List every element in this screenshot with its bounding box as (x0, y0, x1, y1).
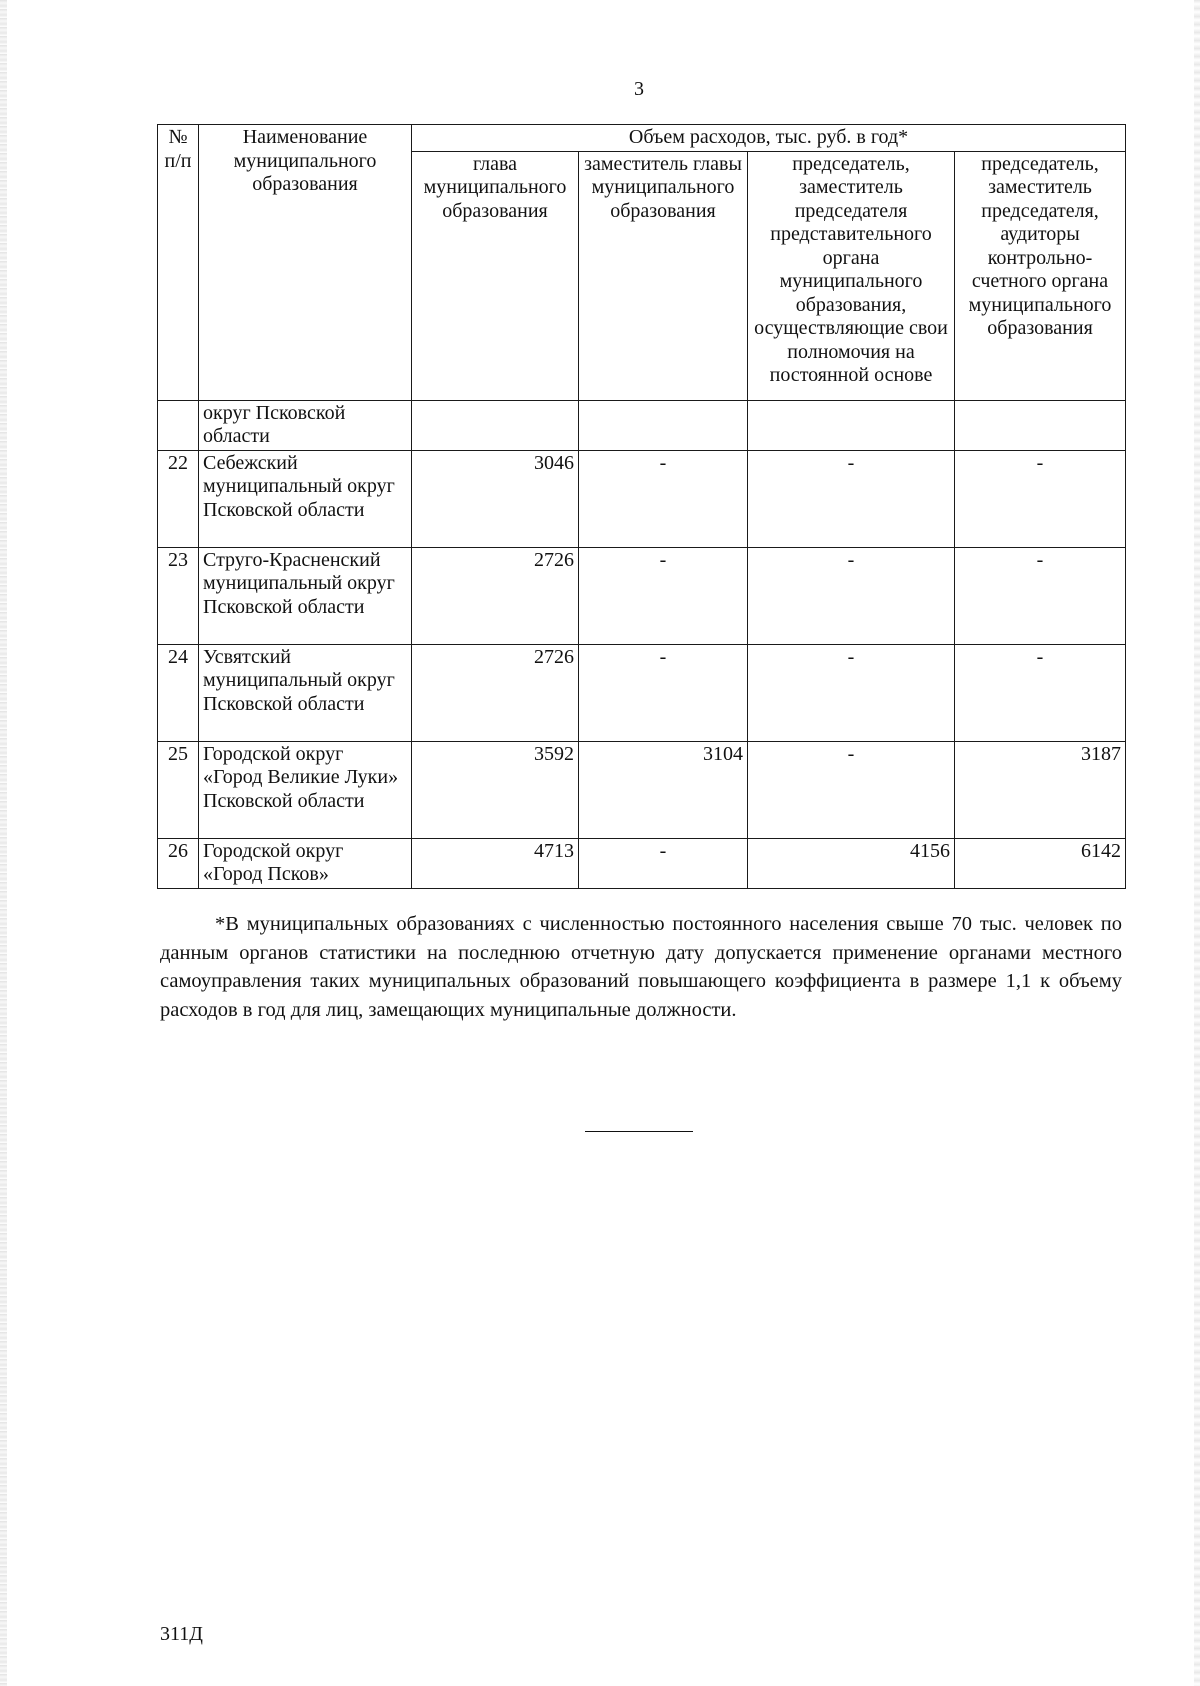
expenses-table (157, 124, 1126, 889)
row-value: - (955, 450, 1126, 547)
row-value: - (579, 547, 748, 644)
header-col-deputy: заместитель главы муниципального образования (579, 151, 748, 400)
table-row (158, 741, 1126, 838)
row-value: 4713 (412, 838, 579, 888)
row-value: - (955, 547, 1126, 644)
table-row (158, 547, 1126, 644)
row-num: 26 (158, 838, 199, 888)
row-name: Себежский муниципальный округ Псковской области (199, 450, 412, 547)
row-value: 6142 (955, 838, 1126, 888)
row-name: округ Псковской области (199, 400, 412, 450)
row-num: 23 (158, 547, 199, 644)
row-value: - (748, 644, 955, 741)
row-value: 3592 (412, 741, 579, 838)
footnote: *В муниципальных образованиях с численностью постоянного населения свыше 70 тыс. человек по данным органов статистики на последнюю отчетную дату допускается применение органами местного самоуправления таких муниципальных образований повышающего коэффициента в размере 1,1 к объему расходов в год для лиц, замещающих муниципальные должности. (160, 913, 1122, 1021)
table-header-row (158, 125, 1126, 152)
row-value (748, 400, 955, 450)
table-row (158, 400, 1126, 450)
row-value: 2726 (412, 547, 579, 644)
row-value: 2726 (412, 644, 579, 741)
row-value (412, 400, 579, 450)
table-row (158, 644, 1126, 741)
row-value: 3187 (955, 741, 1126, 838)
row-value: - (579, 644, 748, 741)
scan-edge-right (1194, 0, 1200, 1686)
row-value: - (955, 644, 1126, 741)
row-value (955, 400, 1126, 450)
header-col-head: глава муниципального образования (412, 151, 579, 400)
row-name: Струго-Красненский муниципальный округ Псковской области (199, 547, 412, 644)
page-number: 3 (634, 78, 644, 100)
row-value: - (579, 838, 748, 888)
row-name: Городской округ «Город Великие Луки» Псковской области (199, 741, 412, 838)
closing-rule (585, 1131, 693, 1132)
row-value: - (748, 741, 955, 838)
row-name: Усвятский муниципальный округ Псковской области (199, 644, 412, 741)
header-num: № п/п (158, 125, 199, 401)
header-col-council-chair: председатель, заместитель председателя представительного органа муниципального образования, осуществляющие свои полномочия на постоянной основе (748, 151, 955, 400)
header-col-audit-chair: председатель, заместитель председателя, аудиторы контрольно-счетного органа муниципального образования (955, 151, 1126, 400)
table-row (158, 450, 1126, 547)
row-value: - (579, 450, 748, 547)
header-group: Объем расходов, тыс. руб. в год* (412, 125, 1126, 152)
row-value: 3104 (579, 741, 748, 838)
row-num: 25 (158, 741, 199, 838)
scan-edge-left (0, 0, 7, 1686)
row-value: 3046 (412, 450, 579, 547)
row-value: - (748, 450, 955, 547)
row-num: 24 (158, 644, 199, 741)
row-name: Городской округ «Город Псков» (199, 838, 412, 888)
header-name: Наименование муниципального образования (199, 125, 412, 401)
row-num (158, 400, 199, 450)
row-value: 4156 (748, 838, 955, 888)
table-row (158, 838, 1126, 888)
row-value: - (748, 547, 955, 644)
row-value (579, 400, 748, 450)
doc-code: 311Д (160, 1623, 203, 1645)
row-num: 22 (158, 450, 199, 547)
